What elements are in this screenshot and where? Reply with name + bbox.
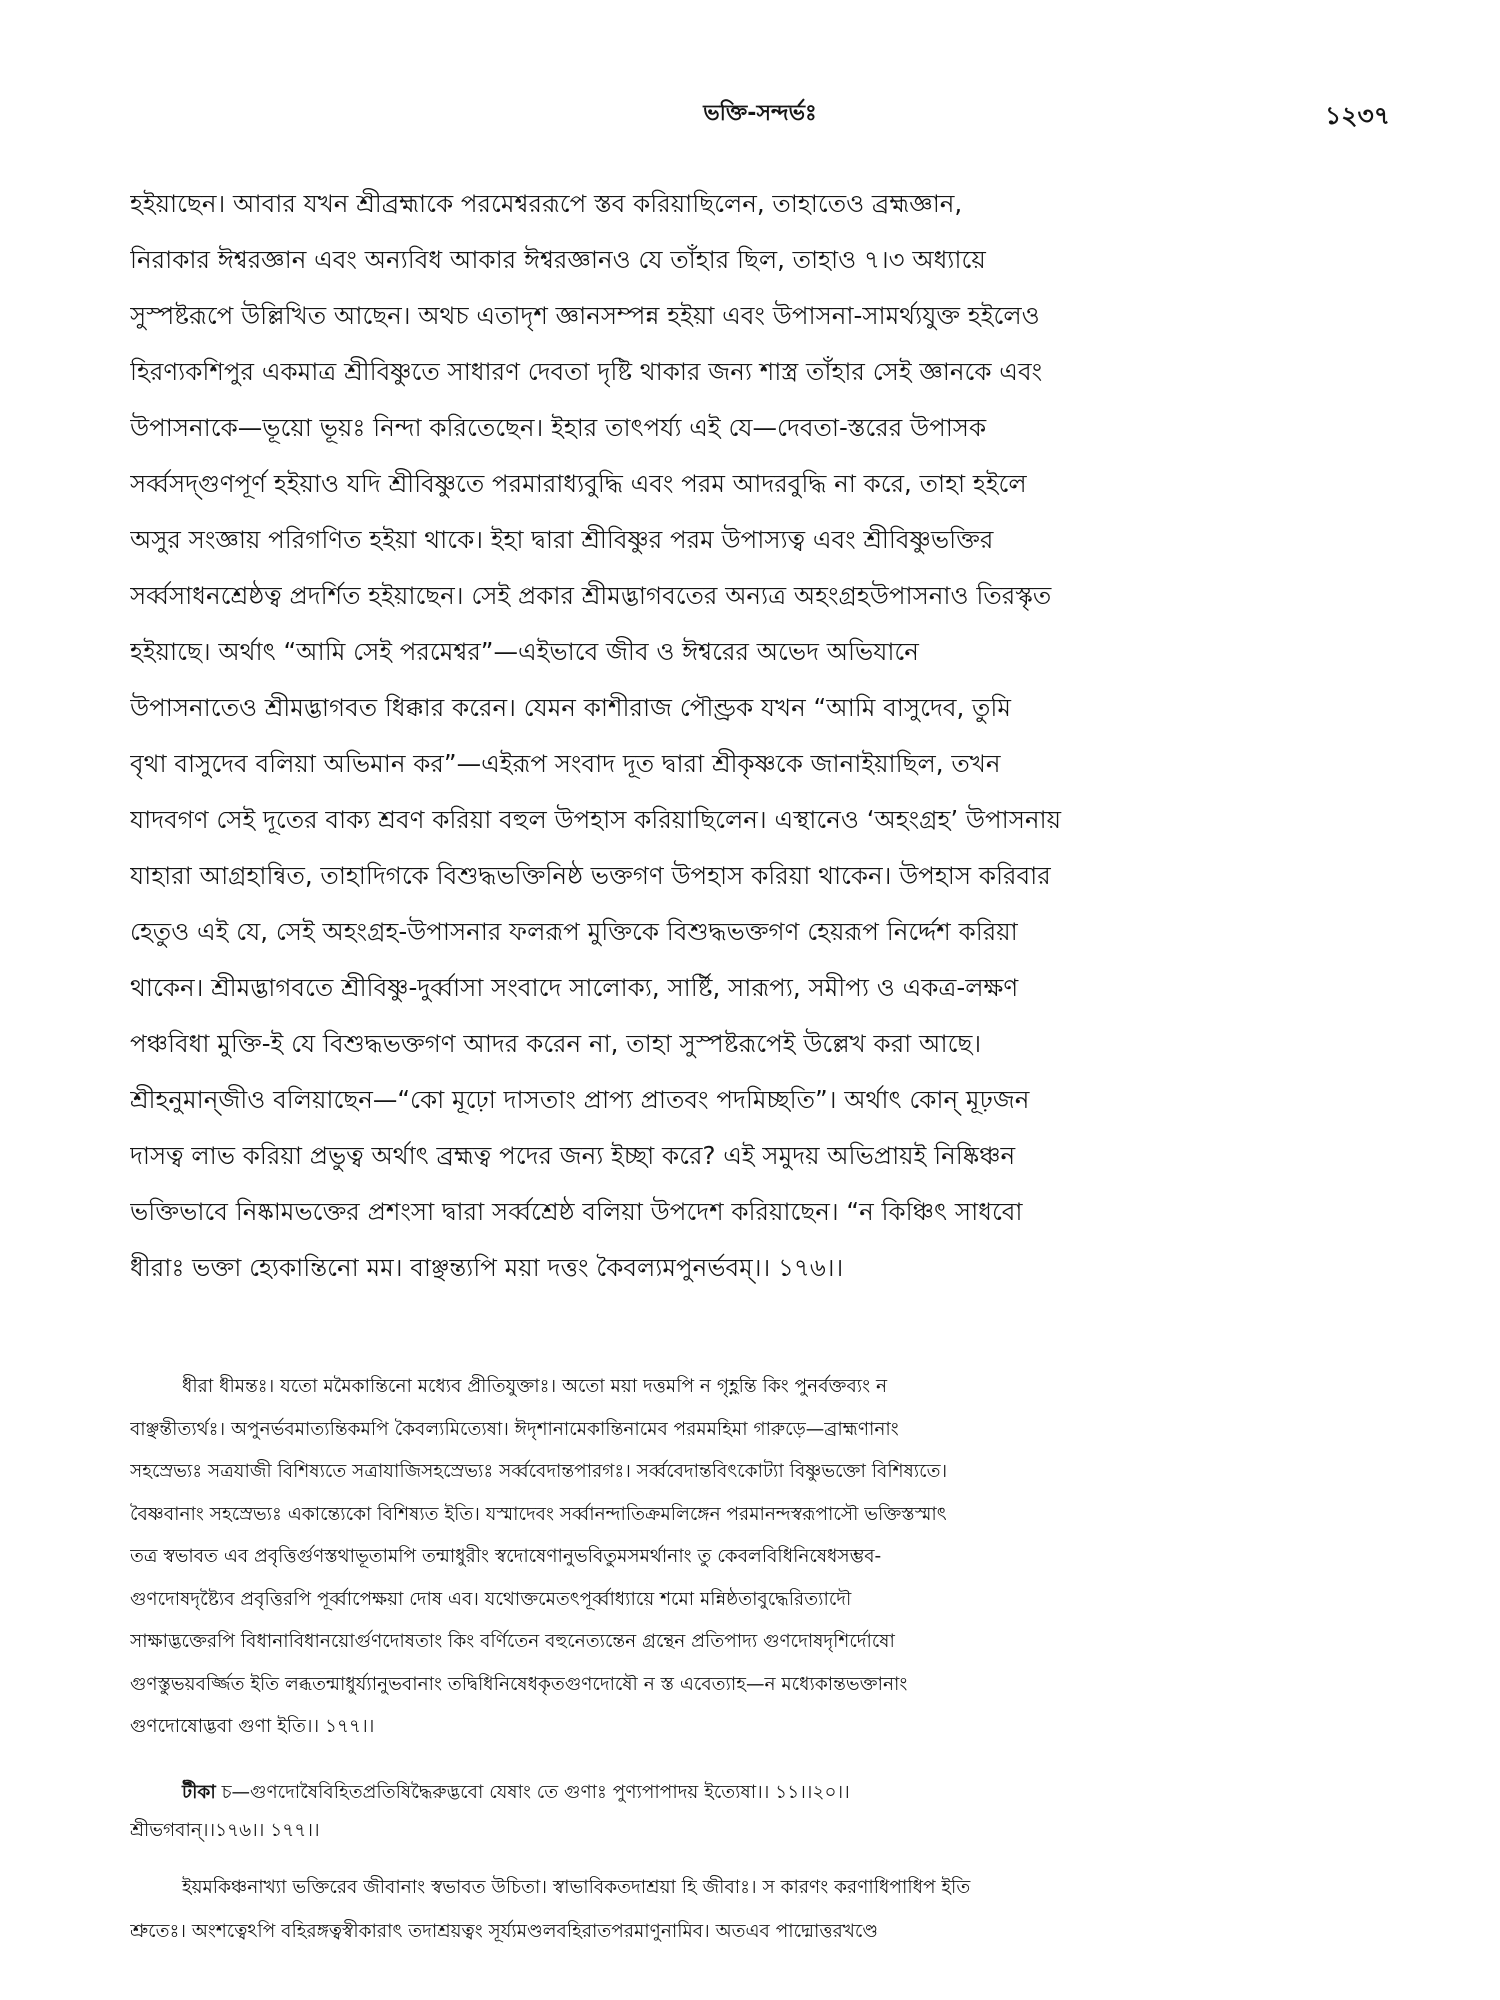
text-line: সর্ব্বসদ্‌গুণপূর্ণ হইয়াও যদি শ্রীবিষ্ণুতে পরমারাধ্যবুদ্ধি এবং পরম আদরবুদ্ধি না করে, তাহা হইলে (130, 469, 1027, 498)
tika-text: চ—গুণদোষৈবিহিতপ্রতিষিদ্ধৈরুদ্ভবো যেষাং তে গুণাঃ পুণ্যপাপাদয় ইত্যেষা।। ১১।।২০।। (215, 1782, 850, 1803)
running-title: ভক্তি-সন্দর্ভঃ (703, 101, 817, 126)
commentary-line: তত্র স্বভাবত এব প্রবৃত্তির্গুণস্তথাভূতামপি তন্মাধুরীং স্বদোষেণানুভবিতুমসমর্থানাং তু কেবলবিধিনিষেধসম্ভব- (130, 1546, 882, 1567)
text-line: শ্রীহনুমান্‌জীও বলিয়াছেন—“কো মূঢ়ো দাসতাং প্রাপ্য প্রাতবং পদমিচ্ছতি”। অর্থাৎ কোন্ মূঢ়জন (130, 1085, 1030, 1114)
text-line: উপাসনাতেও শ্রীমদ্ভাগবত ধিক্কার করেন। যেমন কাশীরাজ পৌণ্ড্রক যখন “আমি বাসুদেব, তুমি (130, 693, 1012, 722)
text-line: যাহারা আগ্রহান্বিত, তাহাদিগকে বিশুদ্ধভক্তিনিষ্ঠ ভক্তগণ উপহাস করিয়া থাকেন। উপহাস করিবার (130, 861, 1051, 890)
text-line: যাদবগণ সেই দূতের বাক্য শ্রবণ করিয়া বহুল উপহাস করিয়াছিলেন। এস্থানেও ‘অহংগ্রহ’ উপাসনায় (130, 805, 1062, 834)
text-line: সর্ব্বসাধনশ্রেষ্ঠত্ব প্রদর্শিত হইয়াছেন। সেই প্রকার শ্রীমদ্ভাগবতের অন্যত্র অহংগ্রহউপাসনাও তিরস্কৃত (130, 581, 1052, 610)
text-line: উপাসনাকে—ভূয়ো ভূয়ঃ নিন্দা করিতেছেন। ইহার তাৎপর্য্য এই যে—দেবতা-স্তরের উপাসক (130, 413, 987, 442)
commentary-line: বাঞ্ছন্তীত্যর্থঃ। অপুনর্ভবমাত্যন্তিকমপি কৈবল্যমিত্যেষা। ঈদৃশানামেকান্তিনামেব পরমমহিমা গারুড়ে—ব্রাহ্মণানাং (130, 1418, 899, 1440)
closing-line: শ্রুতেঃ। অংশত্বেঽপি বহিরঙ্গত্বস্বীকারাৎ তদাশ্রয়ত্বং সূর্য্যমণ্ডলবহিরাতপরমাণুনামিব। অতএব পাদ্মোত্তরখণ্ডে (130, 1921, 879, 1942)
commentary-line: সহস্রেভ্যঃ সত্রযাজী বিশিষ্যতে সত্রাযাজিসহস্রেভ্যঃ সর্ব্ববেদান্তপারগঃ। সর্ব্ববেদান্তবিৎকোট্যা বিষ্ণুভক্তো বিশিষ্যতে। (130, 1461, 948, 1482)
main-body-text (130, 176, 1370, 1296)
text-line: হইয়াছেন। আবার যখন শ্রীব্রহ্মাকে পরমেশ্বররূপে স্তব করিয়াছিলেন, তাহাতেও ব্রহ্মজ্ঞান, (130, 189, 963, 218)
text-line: পঞ্চবিধা মুক্তি-ই যে বিশুদ্ধভক্তগণ আদর করেন না, তাহা সুস্পষ্টরূপেই উল্লেখ করা আছে। (130, 1029, 982, 1058)
text-line: বৃথা বাসুদেব বলিয়া অভিমান কর”—এইরূপ সংবাদ দূত দ্বারা শ্রীকৃষ্ণকে জানাইয়াছিল, তখন (130, 749, 1001, 778)
commentary-line: ধীরা ধীমন্তঃ। যতো মমৈকান্তিনো মধ্যেব প্রীতিযুক্তাঃ। অতো ময়া দত্তমপি ন গৃহ্ণন্তি কিং পুনর্বক্তব্যং ন (182, 1376, 888, 1397)
text-line: হইয়াছে। অর্থাৎ “আমি সেই পরমেশ্বর”—এইভাবে জীব ও ঈশ্বরের অভেদ অভিযানে (130, 637, 919, 666)
commentary-line: গুণস্তুভয়বর্জ্জিত ইতি লব্ধতন্মাধুর্য্যানুভবানাং তদ্বিধিনিষেধকৃতগুণদোষৌ ন স্ত এবেত্যাহ—ন মধ্যেকান্তভক্তানাং (130, 1673, 908, 1695)
text-line: সুস্পষ্টরূপে উল্লিখিত আছেন। অথচ এতাদৃশ জ্ঞানসম্পন্ন হইয়া এবং উপাসনা-সামর্থ্যযুক্ত হইলেও (130, 301, 1040, 330)
tika-line (130, 1774, 1370, 1812)
text-line: থাকেন। শ্রীমদ্ভাগবতে শ্রীবিষ্ণু-দুর্ব্বাসা সংবাদে সালোক্য, সার্ষ্টি, সারূপ্য, সমীপ্য ও একত্র-লক্ষণ (130, 973, 1019, 1002)
text-line: ধীরাঃ ভক্তা হ্যেকান্তিনো মম। বাঞ্ছন্ত্যপি ময়া দত্তং কৈবল্যমপুনর্ভবম্।। ১৭৬।। (130, 1253, 844, 1282)
commentary-line: গুণদোষদৃষ্ট্যৈব প্রবৃত্তিরপি পূর্ব্বাপেক্ষয়া দোষ এব। যথোক্তমেতৎপূর্ব্বাধ্যায়ে শমো মন্নিষ্ঠতাবুদ্ধেরিত্যাদৌ (130, 1588, 852, 1610)
page-header (130, 96, 1390, 136)
page-number: ১২৩৭ (1325, 101, 1390, 130)
text-line: অসুর সংজ্ঞায় পরিগণিত হইয়া থাকে। ইহা দ্বারা শ্রীবিষ্ণুর পরম উপাস্যত্ব এবং শ্রীবিষ্ণুভক্তির (130, 525, 994, 554)
text-line: হিরণ্যকশিপুর একমাত্র শ্রীবিষ্ণুতে সাধারণ দেবতা দৃষ্টি থাকার জন্য শাস্ত্র তাঁহার সেই জ্ঞানকে এবং (130, 357, 1043, 386)
closing-line: ইয়মকিঞ্চনাখ্যা ভক্তিরেব জীবানাং স্বভাবত উচিতা। স্বাভাবিকতদাশ্রয়া হি জীবাঃ। স কারণং করণাধিপাধিপ ইতি (182, 1877, 971, 1898)
commentary-line: সাক্ষাদ্ভক্তেরপি বিধানাবিধানয়োর্গুণদোষতাং কিং বর্ণিতেন বহুনেত্যন্তেন গ্রন্থেন প্রতিপাদ্য গুণদোষদৃশির্দোষো (130, 1631, 895, 1652)
commentary-line: গুণদোষোদ্ভবা গুণা ইতি।। ১৭৭।। (130, 1716, 375, 1737)
sanskrit-commentary (130, 1366, 1370, 1749)
text-line: হেতুও এই যে, সেই অহংগ্রহ-উপাসনার ফলরূপ মুক্তিকে বিশুদ্ধভক্তগণ হেয়রূপ নির্দ্দেশ করিয়া (130, 917, 1018, 946)
text-line: দাসত্ব লাভ করিয়া প্রভুত্ব অর্থাৎ ব্রহ্মত্ব পদের জন্য ইচ্ছা করে? এই সমুদয় অভিপ্রায়ই নিষ্কিঞ্চন (130, 1141, 1016, 1170)
text-line: ভক্তিভাবে নিষ্কামভক্তের প্রশংসা দ্বারা সর্ব্বশ্রেষ্ঠ বলিয়া উপদেশ করিয়াছেন। “ন কিঞ্চিৎ সাধবো (130, 1197, 1023, 1226)
tika-label: টীকা (182, 1782, 216, 1803)
tika-note (130, 1774, 1370, 1850)
closing-paragraph (130, 1866, 1370, 1954)
commentary-line: বৈষ্ণবানাং সহস্রেভ্যঃ একান্ত্যেকো বিশিষ্যত ইতি। যস্মাদেবং সর্ব্বানন্দাতিক্রমলিঙ্গেন পরমানন্দস্বরূপাসৌ ভক্তিস্তস্মাৎ (130, 1503, 947, 1525)
text-line: নিরাকার ঈশ্বরজ্ঞান এবং অন্যবিধ আকার ঈশ্বরজ্ঞানও যে তাঁহার ছিল, তাহাও ৭।৩ অধ্যায়ে (130, 245, 986, 274)
tika-line: শ্রীভগবান্।।১৭৬।। ১৭৭।। (130, 1820, 320, 1841)
